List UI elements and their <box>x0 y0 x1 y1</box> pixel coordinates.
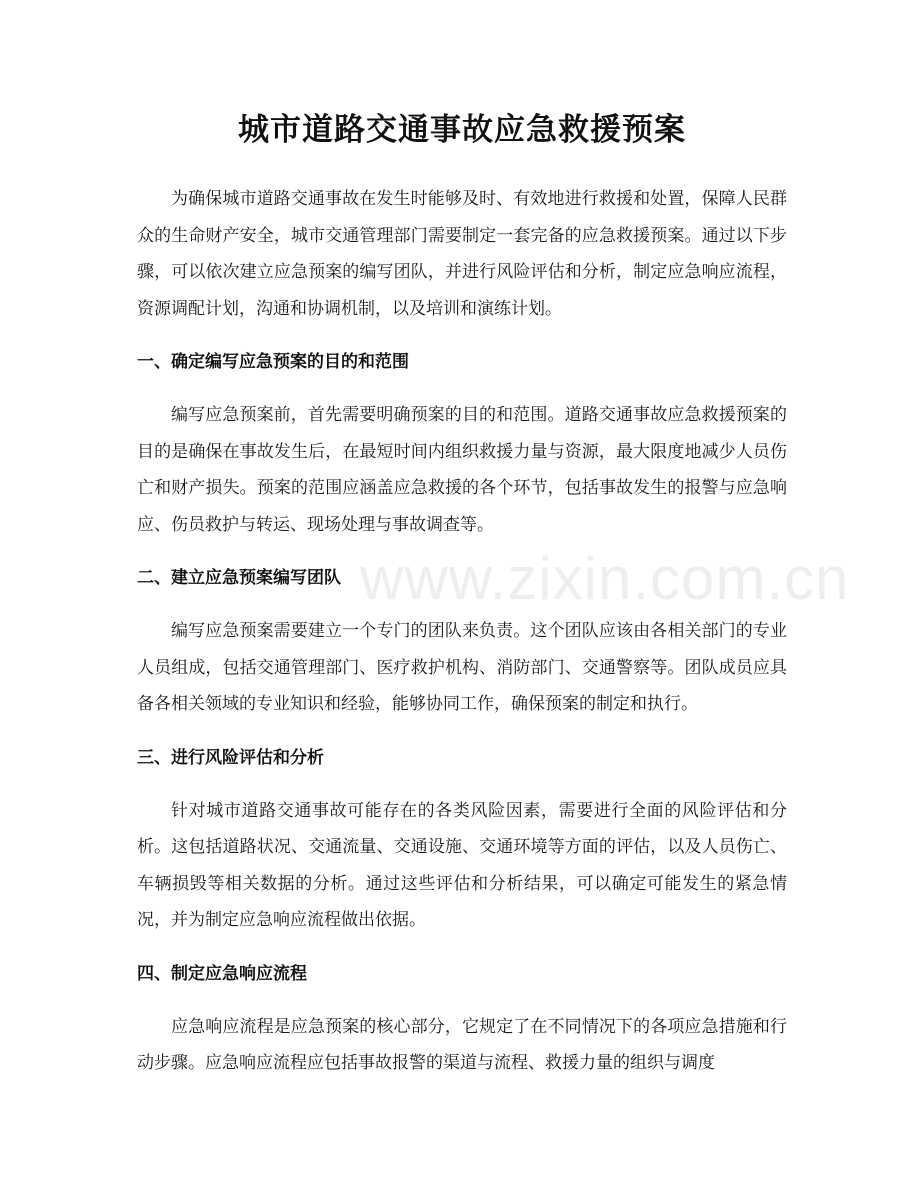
intro-paragraph: 为确保城市道路交通事故在发生时能够及时、有效地进行救援和处置，保障人民群众的生命财产安全，城市交通管理部门需要制定一套完备的应急救援预案。通过以下步骤，可以依次建立应急预案的编写团队，并进行风险评估和分析，制定应急响应流程，资源调配计划，沟通和协调机制，以及培训和演练计划。 <box>137 189 787 319</box>
section-4-heading: 四、制定应急响应流程 <box>137 963 307 984</box>
document-title: 城市道路交通事故应急救援预案 <box>238 112 686 148</box>
watermark: www.zixin.com.cn <box>360 545 850 612</box>
section-3-heading: 三、进行风险评估和分析 <box>137 747 324 768</box>
document-content <box>137 108 787 1099</box>
section-3-body: 针对城市道路交通事故可能存在的各类风险因素，需要进行全面的风险评估和分析。这包括道路状况、交通流量、交通设施、交通环境等方面的评估，以及人员伤亡、车辆损毁等相关数据的分析。通过这些评估和分析结果，可以确定可能发生的紧急情况，并为制定应急响应流程做出依据。 <box>137 800 787 930</box>
section-2-body: 编写应急预案需要建立一个专门的团队来负责。这个团队应该由各相关部门的专业人员组成，包括交通管理部门、医疗救护机构、消防部门、交通警察等。团队成员应具备各相关领域的专业知识和经验，能够协同工作，确保预案的制定和执行。 <box>137 621 787 714</box>
section-2-heading: 二、建立应急预案编写团队 <box>137 568 341 588</box>
section-4-body: 应急响应流程是应急预案的核心部分，它规定了在不同情况下的各项应急措施和行动步骤。应急响应流程应包括事故报警的渠道与流程、救援力量的组织与调度 <box>137 1016 787 1073</box>
section-1-heading: 一、确定编写应急预案的目的和范围 <box>137 352 409 372</box>
section-1-body: 编写应急预案前，首先需要明确预案的目的和范围。道路交通事故应急救援预案的目的是确保在事故发生后，在最短时间内组织救援力量与资源，最大限度地减少人员伤亡和财产损失。预案的范围应涵盖应急救援的各个环节，包括事故发生的报警与应急响应、伤员救护与转运、现场处理与事故调查等。 <box>137 405 787 535</box>
